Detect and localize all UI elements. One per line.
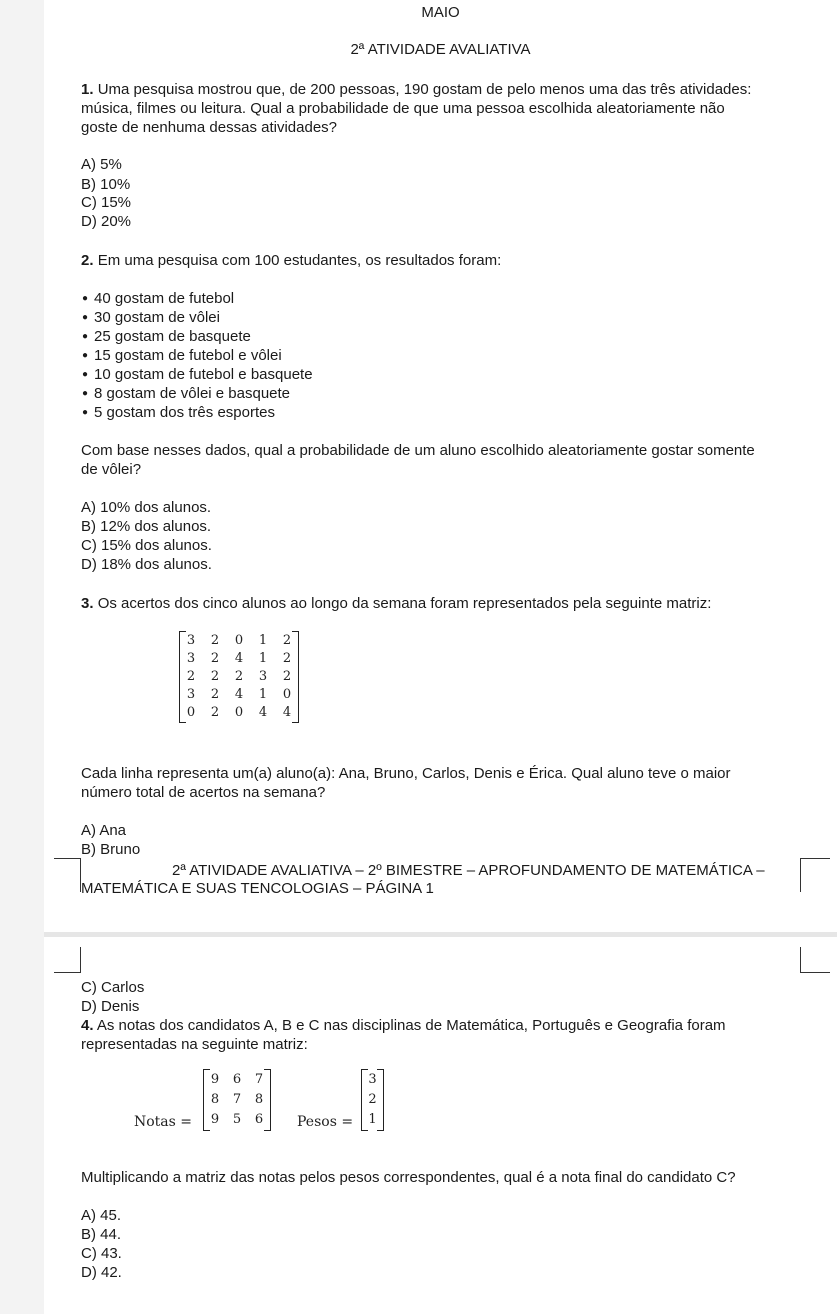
matrix-cell: 2 [234, 669, 244, 684]
q4-option-a: A) 45. [81, 1207, 122, 1224]
matrix-cell: 2 [186, 669, 196, 684]
q3-option-c: C) Carlos [81, 979, 145, 996]
crop-mark [54, 972, 81, 973]
q3-number: 3. [81, 595, 94, 612]
crop-mark [800, 947, 801, 973]
q4-line-1: 4. As notas dos candidatos A, B e C nas disciplinas de Matemática, Português e Geografia foram [81, 1017, 726, 1034]
matrix-cell: 3 [258, 669, 268, 684]
q2-bullet: ● 25 gostam de basquete [82, 328, 251, 348]
matrix-cell: 8 [254, 1092, 264, 1107]
q3-matrix-grid [179, 631, 299, 722]
q1-line-1: 1. Uma pesquisa mostrou que, de 200 pessoas, 190 gostam de pelo menos uma das três atividades: [81, 81, 752, 98]
footer-line-2: MATEMÁTICA E SUAS TENCOLOGIAS – PÁGINA 1 [81, 880, 434, 897]
notas-matrix [203, 1069, 271, 1131]
q3-matrix [179, 631, 299, 723]
matrix-cell: 0 [234, 705, 244, 720]
matrix-cell: 4 [234, 687, 244, 702]
matrix-cell: 4 [282, 705, 292, 720]
q3-question-line-1: Cada linha representa um(a) aluno(a): Ana, Bruno, Carlos, Denis e Érica. Qual aluno teve o maior [81, 765, 731, 782]
matrix-cell: 0 [282, 687, 292, 702]
pesos-label: Pesos = [297, 1114, 354, 1130]
q4-option-c: C) 43. [81, 1245, 122, 1262]
q2-number: 2. [81, 252, 94, 269]
matrix-cell: 4 [234, 651, 244, 666]
crop-mark [800, 858, 830, 859]
matrix-cell: 8 [210, 1092, 220, 1107]
q3-option-d: D) Denis [81, 998, 140, 1015]
right-bracket [292, 631, 299, 723]
matrix-cell: 2 [282, 633, 292, 648]
header-month: MAIO [421, 4, 460, 21]
q1-number: 1. [81, 81, 94, 98]
crop-mark [800, 972, 830, 973]
q3-option-b: B) Bruno [81, 841, 141, 858]
matrix-cell: 2 [282, 651, 292, 666]
matrix-cell: 6 [254, 1112, 264, 1127]
q2-option-d: D) 18% dos alunos. [81, 556, 212, 573]
matrix-cell: 2 [368, 1092, 377, 1107]
matrix-cell: 2 [210, 633, 220, 648]
matrix-cell: 2 [210, 687, 220, 702]
matrix-cell: 0 [234, 633, 244, 648]
notas-matrix-grid [203, 1069, 271, 1130]
q4-line-2: representadas na seguinte matriz: [81, 1036, 308, 1053]
matrix-cell: 0 [186, 705, 196, 720]
q1-option-d: D) 20% [81, 213, 132, 230]
left-margin [0, 0, 44, 1314]
matrix-cell: 6 [232, 1072, 242, 1087]
q1-line-3: goste de nenhuma dessas atividades? [81, 119, 338, 136]
q1-option-c: C) 15% [81, 194, 132, 211]
matrix-cell: 9 [210, 1072, 220, 1087]
matrix-cell: 3 [186, 687, 196, 702]
q2-question-line-2: de vôlei? [81, 461, 142, 478]
matrix-cell: 2 [210, 651, 220, 666]
matrix-cell: 9 [210, 1112, 220, 1127]
matrix-cell: 7 [232, 1092, 242, 1107]
matrix-cell: 2 [210, 705, 220, 720]
q1-line-2: música, filmes ou leitura. Qual a probabilidade de que uma pessoa escolhida aleatoriamente não [81, 100, 725, 117]
q2-bullet: ● 30 gostam de vôlei [82, 309, 220, 329]
notas-label: Notas = [134, 1114, 193, 1130]
q3-intro-line: 3. Os acertos dos cinco alunos ao longo da semana foram representados pela seguinte matriz: [81, 595, 712, 612]
matrix-cell: 3 [186, 651, 196, 666]
activity-title: 2ª ATIVIDADE AVALIATIVA [350, 41, 531, 58]
matrix-cell: 3 [186, 633, 196, 648]
matrix-cell: 3 [368, 1072, 377, 1087]
q4-option-b: B) 44. [81, 1226, 122, 1243]
matrix-cell: 2 [210, 669, 220, 684]
q4-option-d: D) 42. [81, 1264, 122, 1281]
q2-bullet: ● 40 gostam de futebol [82, 290, 234, 310]
matrix-cell: 4 [258, 705, 268, 720]
crop-mark [54, 858, 80, 859]
q4-number: 4. [81, 1017, 94, 1034]
matrix-cell: 2 [282, 669, 292, 684]
matrix-cell: 1 [258, 633, 268, 648]
page-1 [44, 0, 837, 932]
q2-bullet: ● 8 gostam de vôlei e basquete [82, 385, 290, 405]
left-bracket [203, 1069, 210, 1131]
q2-bullet: ● 10 gostam de futebol e basquete [82, 366, 313, 386]
q3-question-line-2: número total de acertos na semana? [81, 784, 326, 801]
crop-mark [80, 947, 81, 973]
q1-option-b: B) 10% [81, 176, 131, 193]
q2-bullet: ● 5 gostam dos três esportes [82, 404, 275, 424]
crop-mark [800, 858, 801, 892]
q2-bullet: ● 15 gostam de futebol e vôlei [82, 347, 282, 367]
pesos-matrix [361, 1069, 384, 1131]
page-2 [44, 937, 837, 1314]
crop-mark [80, 858, 81, 892]
q2-intro-line: 2. Em uma pesquisa com 100 estudantes, os resultados foram: [81, 252, 502, 269]
matrix-cell: 1 [368, 1112, 377, 1127]
q2-option-b: B) 12% dos alunos. [81, 518, 212, 535]
q2-question-line-1: Com base nesses dados, qual a probabilidade de um aluno escolhido aleatoriamente gostar somente [81, 442, 755, 459]
matrix-cell: 1 [258, 651, 268, 666]
right-bracket [377, 1069, 384, 1131]
matrix-cell: 5 [232, 1112, 242, 1127]
q3-option-a: A) Ana [81, 822, 127, 839]
left-bracket [361, 1069, 368, 1131]
q1-option-a: A) 5% [81, 156, 122, 173]
matrix-cell: 7 [254, 1072, 264, 1087]
matrix-cell: 1 [258, 687, 268, 702]
right-bracket [264, 1069, 271, 1131]
q2-option-c: C) 15% dos alunos. [81, 537, 212, 554]
q2-option-a: A) 10% dos alunos. [81, 499, 212, 516]
q4-question: Multiplicando a matriz das notas pelos pesos correspondentes, qual é a nota final do candidato C? [81, 1169, 736, 1186]
left-bracket [179, 631, 186, 723]
footer-line-1: 2ª ATIVIDADE AVALIATIVA – 2º BIMESTRE – APROFUNDAMENTO DE MATEMÁTICA – [172, 862, 765, 879]
